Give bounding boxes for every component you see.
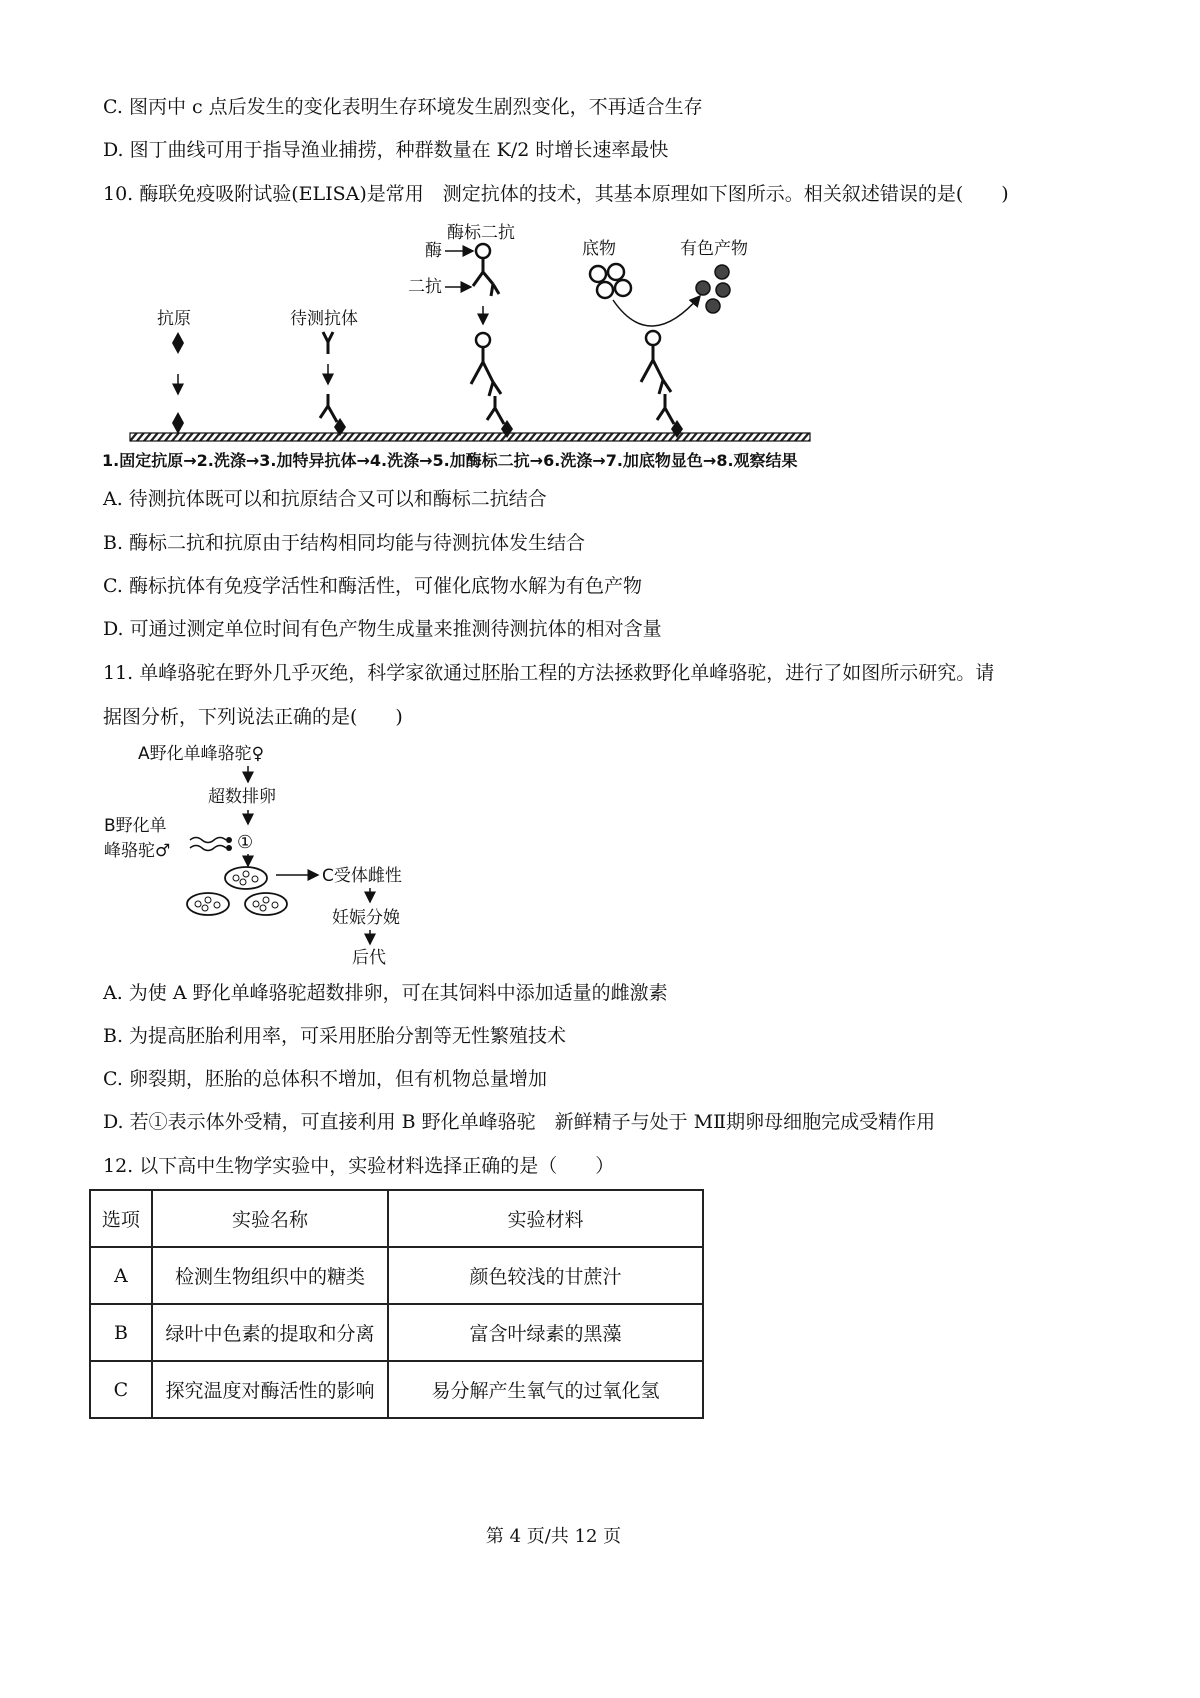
experiment-table <box>89 1189 704 1419</box>
elisa-diagram <box>95 214 875 476</box>
reaction-arrow-icon <box>613 296 700 326</box>
table-cell: 检测生物组织中的糖类 <box>152 1247 388 1304</box>
free-secondary-antibody-icon <box>473 258 499 296</box>
q11-option-d: D. 若①表示体外受精，可直接利用 B 野化单峰骆驼 新鲜精子与处于 MⅡ期卵母细胞完成受精作用 <box>103 1111 936 1133</box>
q11-option-b: B. 为提高胚胎利用率，可采用胚胎分割等无性繁殖技术 <box>103 1025 567 1047</box>
enzyme-circle-icon <box>646 331 660 345</box>
q11-stem-line1: 11. 单峰骆驼在野外几乎灭绝，科学家欲通过胚胎工程的方法拯救野化单峰骆驼，进行了如图所示研究。请 <box>103 662 995 684</box>
male-camel-label-1: B野化单 <box>104 816 167 836</box>
substrate-label: 底物 <box>582 239 616 259</box>
product-label: 有色产物 <box>680 239 748 259</box>
free-antigen-icon <box>172 332 184 354</box>
secondary-label: 二抗 <box>408 277 442 297</box>
colored-product-icon <box>696 265 730 313</box>
table-cell: A <box>90 1247 152 1304</box>
enzyme-label: 酶 <box>425 241 442 261</box>
sperm-icon <box>190 838 226 851</box>
male-camel-label-2: 峰骆驼♂ <box>104 841 171 861</box>
embryo-icon <box>225 867 267 889</box>
table-header-row <box>90 1190 703 1247</box>
bound-antibody-icon <box>320 394 337 422</box>
bound-complex-icon <box>471 347 504 424</box>
pregnancy-label: 妊娠分娩 <box>332 908 400 928</box>
table-row <box>90 1304 703 1361</box>
antigen-label: 抗原 <box>157 309 191 329</box>
q10-stem: 10. 酶联免疫吸附试验(ELISA)是常用 测定抗体的技术，其基本原理如下图所示。相关叙述错误的是( ) <box>103 183 1009 205</box>
q10-option-b: B. 酶标二抗和抗原由于结构相同均能与待测抗体发生结合 <box>103 532 586 554</box>
table-row <box>90 1361 703 1418</box>
q10-option-a: A. 待测抗体既可以和抗原结合又可以和酶标二抗结合 <box>103 488 547 510</box>
table-header: 实验材料 <box>388 1190 703 1247</box>
bound-complex-icon <box>641 345 674 424</box>
q9-option-c: C. 图丙中 c 点后发生的变化表明生存环境发生剧烈变化，不再适合生存 <box>103 96 703 118</box>
table-cell: C <box>90 1361 152 1418</box>
offspring-label: 后代 <box>352 948 386 968</box>
q11-option-c: C. 卵裂期，胚胎的总体积不增加，但有机物总量增加 <box>103 1068 547 1090</box>
table-header: 选项 <box>90 1190 152 1247</box>
table-cell: B <box>90 1304 152 1361</box>
embryo-icon <box>245 893 287 915</box>
table-cell: 富含叶绿素的黑藻 <box>388 1304 703 1361</box>
substrate-icon <box>590 264 631 298</box>
q10-option-c: C. 酶标抗体有免疫学活性和酶活性，可催化底物水解为有色产物 <box>103 575 642 597</box>
table-header: 实验名称 <box>152 1190 388 1247</box>
q9-option-d: D. 图丁曲线可用于指导渔业捕捞，种群数量在 K/2 时增长速率最快 <box>103 139 669 161</box>
table-cell: 绿叶中色素的提取和分离 <box>152 1304 388 1361</box>
enzyme-secondary-label: 酶标二抗 <box>447 223 515 243</box>
elisa-steps: 1.固定抗原→2.洗涤→3.加特异抗体→4.洗涤→5.加酶标二抗→6.洗涤→7.加底物显色→8.观察结果 <box>102 451 798 470</box>
table-cell: 易分解产生氧气的过氧化氢 <box>388 1361 703 1418</box>
recipient-label: C受体雌性 <box>322 866 402 886</box>
q11-option-a: A. 为使 A 野化单峰骆驼超数排卵，可在其饲料中添加适量的雌激素 <box>103 982 668 1004</box>
bound-antigen-icon <box>172 412 184 434</box>
step-marker: ① <box>237 832 254 853</box>
q11-stem-line2: 据图分析，下列说法正确的是( ) <box>103 706 403 728</box>
q12-stem: 12. 以下高中生物学实验中，实验材料选择正确的是（ ） <box>103 1155 615 1177</box>
superovulation-label: 超数排卵 <box>208 787 276 807</box>
table-row <box>90 1247 703 1304</box>
female-camel-label: A野化单峰骆驼♀ <box>138 744 265 764</box>
embryo-icon <box>187 893 229 915</box>
table-cell: 颜色较浅的甘蔗汁 <box>388 1247 703 1304</box>
enzyme-circle-icon <box>476 333 490 347</box>
test-antibody-label: 待测抗体 <box>290 309 358 329</box>
enzyme-circle-icon <box>476 244 490 258</box>
table-cell: 探究温度对酶活性的影响 <box>152 1361 388 1418</box>
free-antibody-icon <box>323 332 333 354</box>
camel-embryo-diagram <box>100 738 440 970</box>
q10-option-d: D. 可通过测定单位时间有色产物生成量来推测待测抗体的相对含量 <box>103 618 662 640</box>
page-footer: 第 4 页/共 12 页 <box>485 1526 622 1547</box>
plate-surface <box>130 433 810 441</box>
